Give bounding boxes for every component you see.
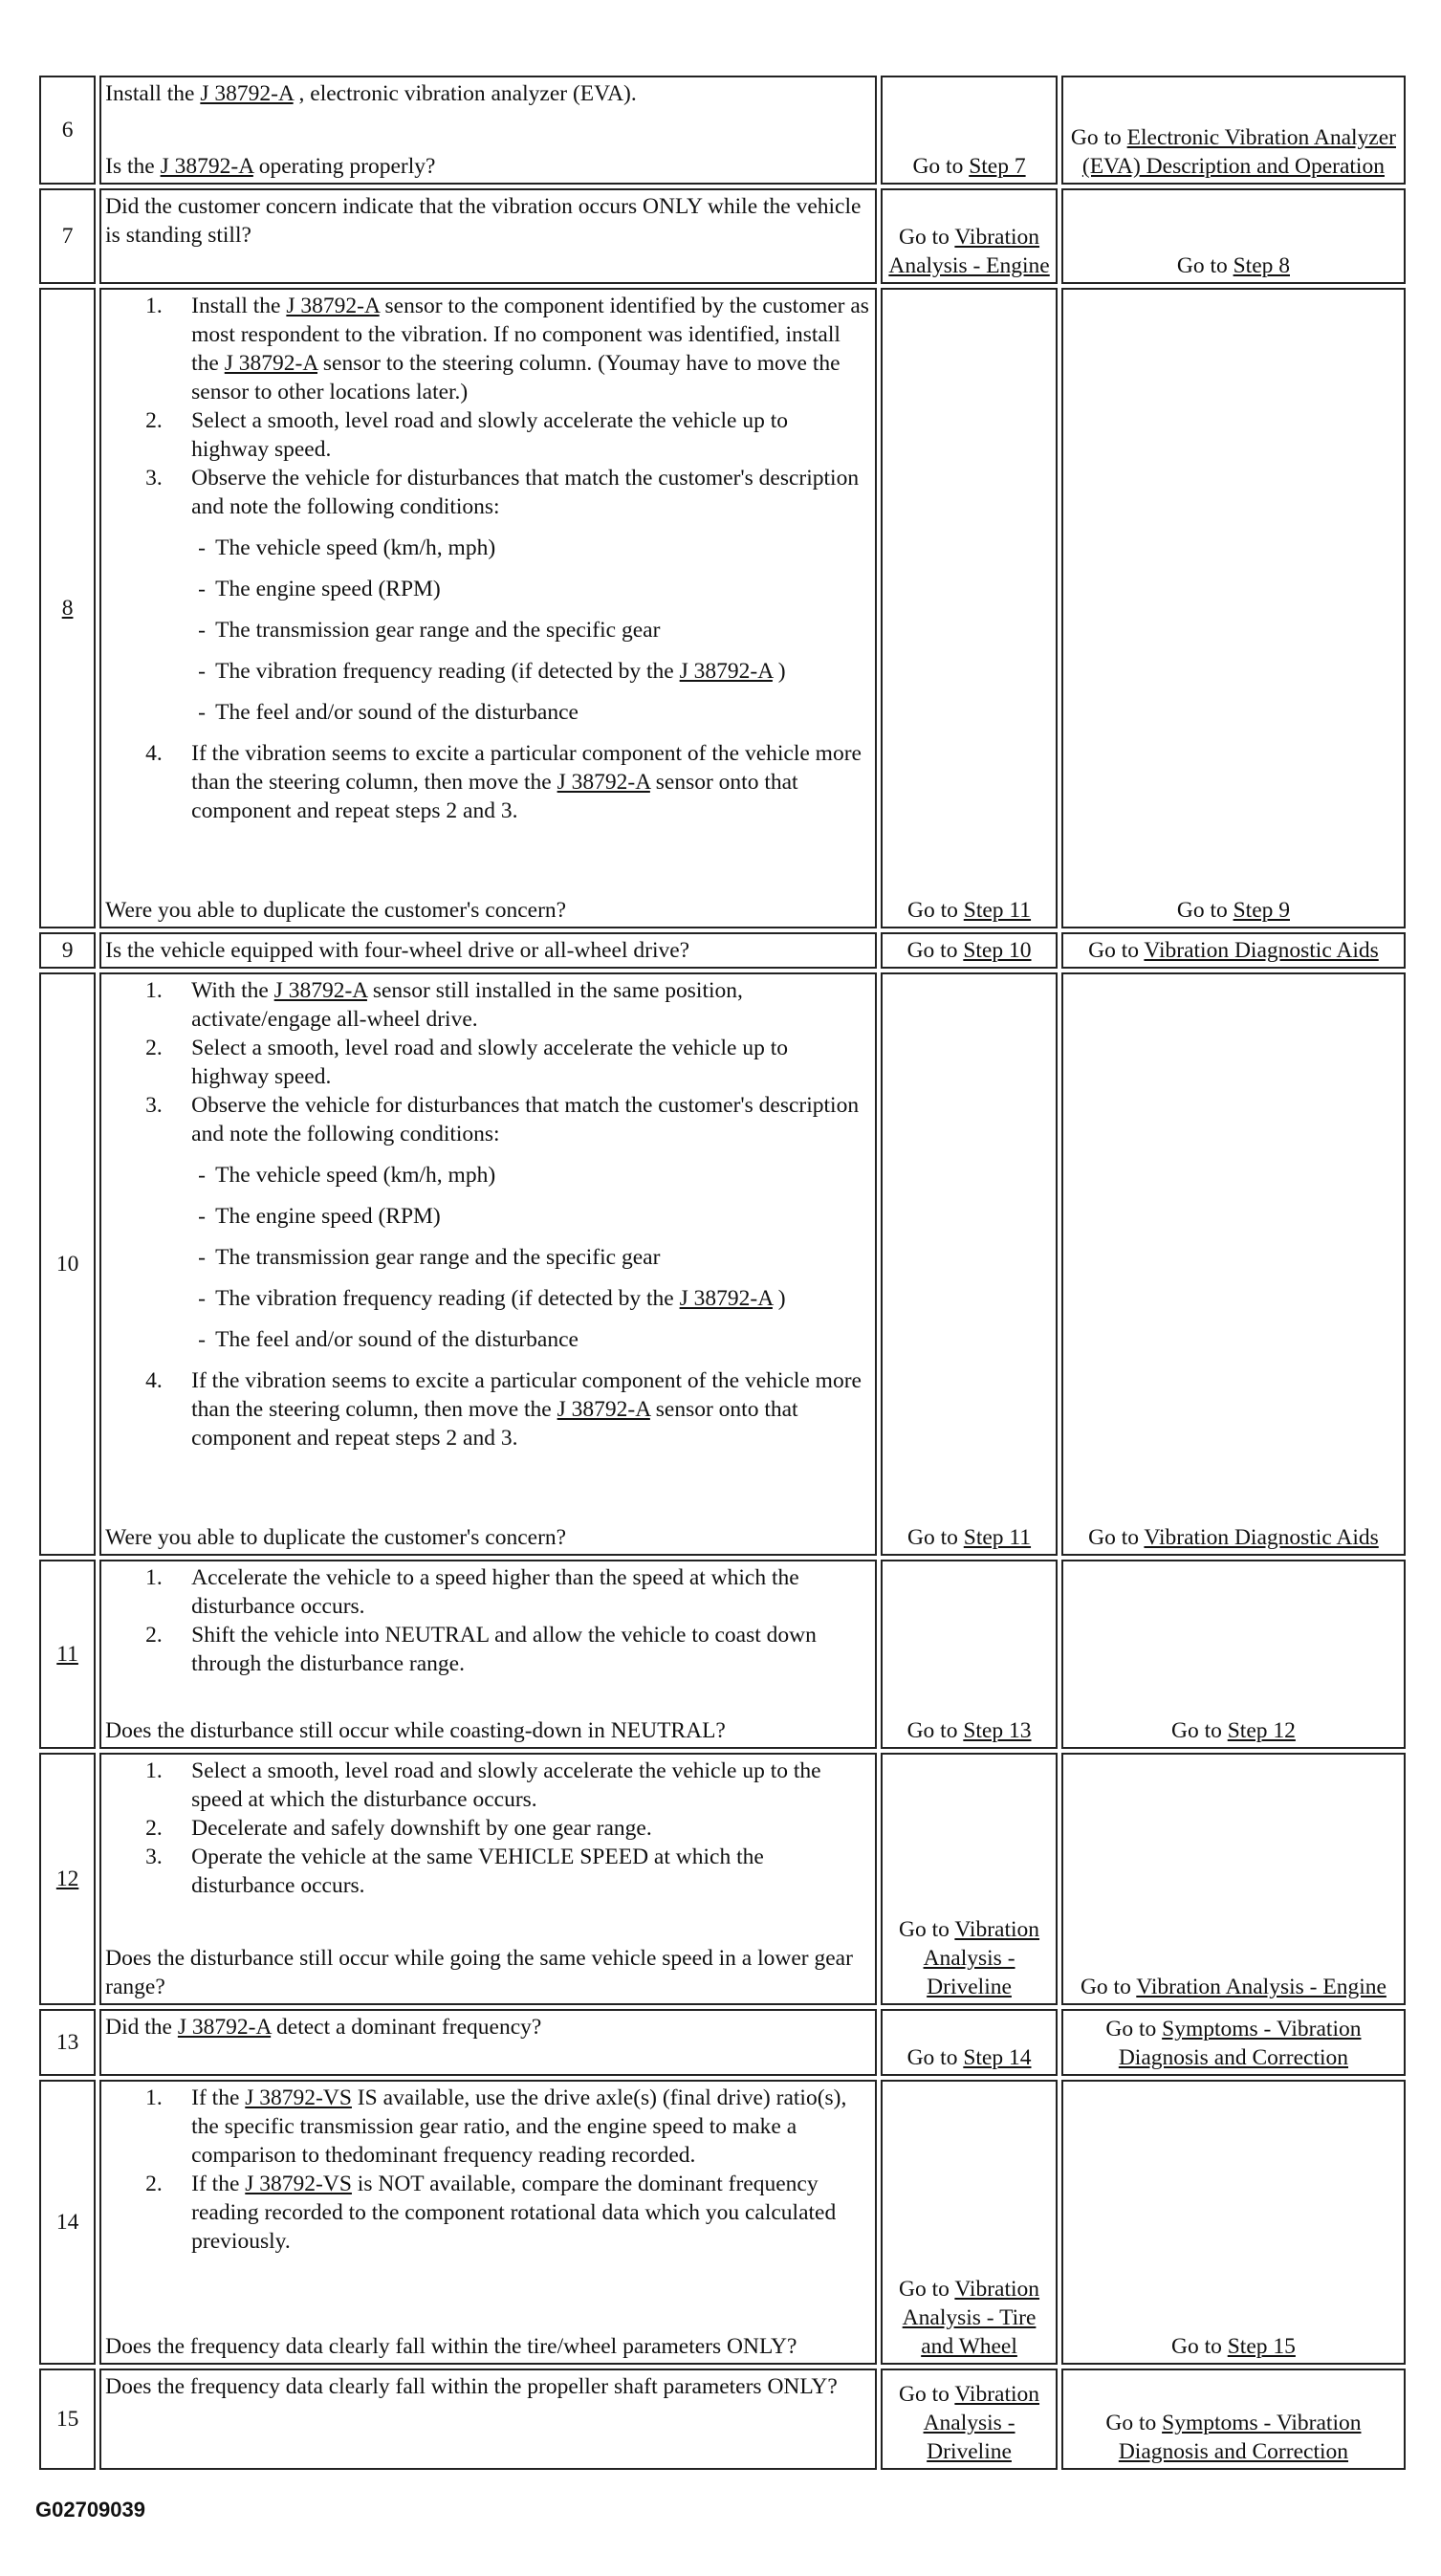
step-action [99, 1753, 877, 2005]
reference-link[interactable]: J 38792-A [286, 294, 380, 318]
reference-link[interactable]: Step 7 [969, 154, 1026, 179]
no-result: Go to Electronic Vibration Analyzer (EVA) Description and Operation [1061, 76, 1406, 185]
step-question: Does the frequency data clearly fall within the tire/wheel parameters ONLY? [105, 2334, 797, 2359]
no-result: Go to Step 8 [1061, 188, 1406, 284]
step-number: 6 [39, 76, 96, 185]
step-row-6 [39, 76, 1406, 185]
condition-item: - The transmission gear range and the specific gear [198, 1245, 661, 1270]
step-question: Does the disturbance still occur while coasting-down in NEUTRAL? [105, 1718, 726, 1743]
step-question: Does the frequency data clearly fall within the propeller shaft parameters ONLY? [105, 2374, 838, 2399]
step-question: Is the J 38792-A operating properly? [105, 154, 436, 179]
step-action [99, 2080, 877, 2365]
figure-id: G02709039 [35, 2498, 145, 2521]
yes-result: Go to Step 7 [881, 76, 1058, 185]
procedure-item: 2. Select a smooth, level road and slowly accelerate the vehicle up to highway speed. [145, 1036, 788, 1089]
reference-link[interactable]: J 38792-A [679, 659, 773, 684]
step-number[interactable]: 8 [39, 288, 96, 928]
reference-link[interactable]: Step 14 [963, 2045, 1032, 2070]
step-number: 13 [39, 2009, 96, 2076]
reference-link[interactable]: Step 11 [963, 898, 1032, 923]
step-row-15 [39, 2369, 1406, 2470]
condition-item: - The transmission gear range and the specific gear [198, 618, 661, 643]
step-row-9 [39, 932, 1406, 969]
step-question: Did the customer concern indicate that the vibration occurs ONLY while the vehicle is standing still? [105, 194, 862, 248]
procedure-list [105, 1563, 870, 1678]
step-number: 15 [39, 2369, 96, 2470]
reference-link[interactable]: J 38792-VS [245, 2172, 352, 2196]
reference-link[interactable]: J 38792-A [224, 351, 318, 376]
procedure-list [105, 1757, 870, 1900]
step-row-7 [39, 188, 1406, 284]
step-action [99, 932, 877, 969]
no-result: Go to Step 9 [1061, 288, 1406, 928]
yes-result: Go to Vibration Analysis - Driveline [881, 2369, 1058, 2470]
reference-link[interactable]: Step 10 [963, 938, 1032, 963]
procedure-item: 1. Install the J 38792-A sensor to the component identified by the customer as most respondent to the vibration. If no component was identified, install the J 38792-A sensor to the steering column. (Youmay have to move the sensor to other locations later.) [145, 294, 869, 404]
procedure-item: 1. Select a smooth, level road and slowly accelerate the vehicle up to the speed at which the disturbance occurs. [145, 1758, 821, 1812]
step-number[interactable]: 11 [39, 1560, 96, 1749]
yes-result: Go to Step 10 [881, 932, 1058, 969]
step-row-14 [39, 2080, 1406, 2365]
procedure-item: 3. Observe the vehicle for disturbances that match the customer's description and note the following conditions: - The vehicle speed (km/h, mph) - The engine speed (RPM) - The transmission gear range and the specific gear - The vibration frequency reading (if detected by the J 38792-A ) - The feel and/or sound of the disturbance [105, 464, 870, 727]
reference-link[interactable]: J 38792-A [679, 1286, 773, 1311]
step-action [99, 288, 877, 928]
reference-link[interactable]: J 38792-A [273, 978, 367, 1003]
reference-link[interactable]: Step 9 [1233, 898, 1290, 923]
step-row-8 [39, 288, 1406, 928]
condition-item: - The vehicle speed (km/h, mph) [198, 1163, 496, 1188]
step-action [99, 972, 877, 1556]
procedure-item: 2. Shift the vehicle into NEUTRAL and allow the vehicle to coast down through the disturbance range. [145, 1623, 817, 1676]
procedure-item: 1. Accelerate the vehicle to a speed higher than the speed at which the disturbance occurs. [145, 1565, 799, 1619]
procedure-item: 1. If the J 38792-VS IS available, use the drive axle(s) (final drive) ratio(s), the specific transmission gear ratio, and the engine speed to make a comparison to thedominant frequency reading recorded. [145, 2085, 847, 2168]
condition-item: - The vibration frequency reading (if detected by the J 38792-A ) [198, 659, 786, 684]
yes-result: Go to Step 14 [881, 2009, 1058, 2076]
reference-link[interactable]: Vibration Diagnostic Aids [1144, 938, 1379, 963]
yes-result: Go to Vibration Analysis - Driveline [881, 1753, 1058, 2005]
step-row-13 [39, 2009, 1406, 2076]
step-number: 10 [39, 972, 96, 1556]
procedure-item: 3. Observe the vehicle for disturbances that match the customer's description and note the following conditions: - The vehicle speed (km/h, mph) - The engine speed (RPM) - The transmission gear range and the specific gear - The vibration frequency reading (if detected by the J 38792-A ) - The feel and/or sound of the disturbance [105, 1091, 870, 1354]
no-result: Go to Vibration Diagnostic Aids [1061, 932, 1406, 969]
step-row-11 [39, 1560, 1406, 1749]
reference-link[interactable]: Symptoms - Vibration Diagnosis and Correction [1118, 2017, 1362, 2070]
reference-link[interactable]: Vibration Analysis - Driveline [923, 1917, 1040, 1999]
step-action [99, 2369, 877, 2470]
step-question: Did the J 38792-A detect a dominant frequency? [105, 2015, 542, 2040]
condition-list [105, 534, 870, 727]
step-action [99, 2009, 877, 2076]
yes-result: Go to Step 11 [881, 288, 1058, 928]
reference-link[interactable]: Step 15 [1227, 2334, 1296, 2359]
reference-link[interactable]: Step 8 [1233, 253, 1290, 278]
procedure-item: 2. Decelerate and safely downshift by one gear range. [145, 1816, 652, 1841]
condition-item: - The engine speed (RPM) [198, 1204, 441, 1229]
condition-item: - The vehicle speed (km/h, mph) [198, 535, 496, 560]
no-result: Go to Vibration Diagnostic Aids [1061, 972, 1406, 1556]
reference-link[interactable]: J 38792-A [177, 2015, 272, 2040]
procedure-item: 2. If the J 38792-VS is NOT available, compare the dominant frequency reading recorded to the component rotational data which you calculated previously. [145, 2172, 837, 2254]
step-instruction: Install the J 38792-A , electronic vibration analyzer (EVA). [105, 81, 637, 106]
reference-link[interactable]: Vibration Analysis - Engine [1136, 1975, 1386, 1999]
procedure-list [105, 976, 870, 1452]
procedure-list [105, 2084, 870, 2256]
step-question: Were you able to duplicate the customer's concern? [105, 1525, 567, 1550]
step-action [99, 1560, 877, 1749]
no-result: Go to Step 15 [1061, 2080, 1406, 2365]
procedure-item: 3. Operate the vehicle at the same VEHICLE SPEED at which the disturbance occurs. [145, 1845, 764, 1898]
yes-result: Go to Step 11 [881, 972, 1058, 1556]
procedure-item: 1. With the J 38792-A sensor still installed in the same position, activate/engage all-wheel drive. [145, 978, 743, 1032]
step-row-12 [39, 1753, 1406, 2005]
no-result: Go to Symptoms - Vibration Diagnosis and Correction [1061, 2369, 1406, 2470]
condition-item: - The vibration frequency reading (if detected by the J 38792-A ) [198, 1286, 786, 1311]
reference-link[interactable]: J 38792-A [160, 154, 253, 179]
reference-link[interactable]: J 38792-VS [245, 2085, 352, 2110]
yes-result: Go to Step 13 [881, 1560, 1058, 1749]
procedure-item: 2. Select a smooth, level road and slowly accelerate the vehicle up to highway speed. [145, 408, 788, 462]
condition-item: - The feel and/or sound of the disturbance [198, 700, 579, 725]
reference-link[interactable]: Step 11 [963, 1525, 1032, 1550]
reference-link[interactable]: J 38792-A [557, 1397, 650, 1422]
reference-link[interactable]: Vibration Analysis - Engine [888, 225, 1050, 278]
step-question: Does the disturbance still occur while going the same vehicle speed in a lower gear range? [105, 1946, 853, 1999]
yes-result: Go to Vibration Analysis - Engine [881, 188, 1058, 284]
reference-link[interactable]: Vibration Analysis - Driveline [923, 2382, 1040, 2464]
reference-link[interactable]: Vibration Analysis - Tire and Wheel [902, 2277, 1040, 2359]
reference-link[interactable]: J 38792-A [557, 770, 650, 795]
yes-result: Go to Vibration Analysis - Tire and Wheel [881, 2080, 1058, 2365]
condition-item: - The feel and/or sound of the disturbance [198, 1327, 579, 1352]
diagnostic-steps-table [35, 72, 1409, 2474]
condition-item: - The engine speed (RPM) [198, 577, 441, 601]
reference-link[interactable]: Step 12 [1227, 1718, 1296, 1743]
no-result: Go to Step 12 [1061, 1560, 1406, 1749]
reference-link[interactable]: Symptoms - Vibration Diagnosis and Correction [1118, 2411, 1362, 2464]
no-result: Go to Symptoms - Vibration Diagnosis and Correction [1061, 2009, 1406, 2076]
step-question: Were you able to duplicate the customer's concern? [105, 898, 567, 923]
step-number: 9 [39, 932, 96, 969]
diagnostic-table-container [35, 72, 1409, 2474]
step-number: 7 [39, 188, 96, 284]
reference-link[interactable]: Electronic Vibration Analyzer (EVA) Description and Operation [1081, 125, 1396, 179]
step-number: 14 [39, 2080, 96, 2365]
reference-link[interactable]: J 38792-A [200, 81, 294, 106]
step-action [99, 76, 877, 185]
procedure-item: 4. If the vibration seems to excite a particular component of the vehicle more than the steering column, then move the J 38792-A sensor onto that component and repeat steps 2 and 3. [145, 1368, 862, 1451]
step-action [99, 188, 877, 284]
condition-list [105, 1161, 870, 1354]
step-number[interactable]: 12 [39, 1753, 96, 2005]
reference-link[interactable]: Step 13 [963, 1718, 1032, 1743]
reference-link[interactable]: Vibration Diagnostic Aids [1144, 1525, 1379, 1550]
no-result: Go to Vibration Analysis - Engine [1061, 1753, 1406, 2005]
procedure-item: 4. If the vibration seems to excite a particular component of the vehicle more than the steering column, then move the J 38792-A sensor onto that component and repeat steps 2 and 3. [145, 741, 862, 823]
step-question: Is the vehicle equipped with four-wheel drive or all-wheel drive? [105, 938, 690, 963]
procedure-list [105, 292, 870, 825]
step-row-10 [39, 972, 1406, 1556]
